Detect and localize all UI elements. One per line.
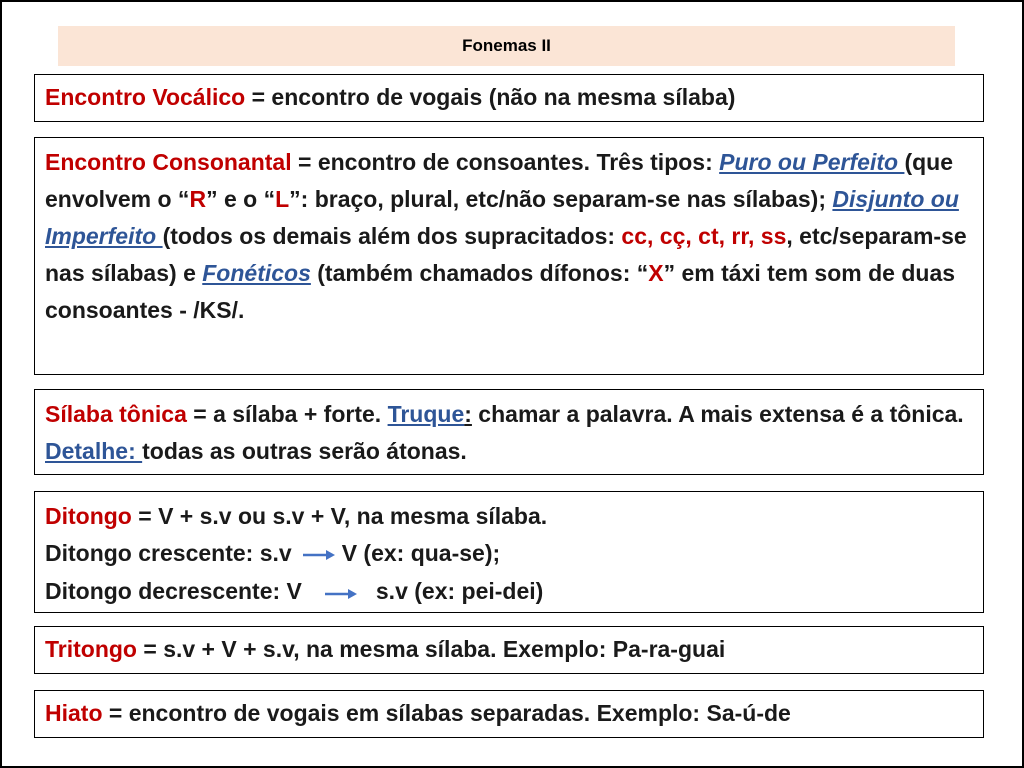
text-segment: ”: braço, plural, etc/não separam-se nas sílabas); [289, 186, 833, 212]
text-segment: todas as outras serão átonas. [142, 438, 467, 464]
ditongo-crescente-line [45, 535, 973, 573]
link-disjunto-imperfeito: Disjunto ou Imperfeito [45, 186, 959, 249]
definition-tritongo: = s.v + V + s.v, na mesma sílaba. Exemplo: Pa-ra-guai [136, 636, 726, 662]
ditongo-definition-line [45, 498, 973, 535]
definition-encontro-vocalico: = encontro de vogais (não na mesma sílaba) [245, 84, 736, 110]
box-encontro-consonantal [34, 137, 984, 375]
definition-hiato: = encontro de vogais em sílabas separadas. Exemplo: Sa-ú-de [102, 700, 791, 726]
arrow-right-icon [324, 575, 358, 612]
text-segment: chamar a palavra. A mais extensa é a tônica. [471, 401, 964, 427]
letter-r: R [189, 186, 207, 212]
text-segment: = V + s.v ou s.v + V, na mesma sílaba. [131, 503, 548, 529]
examples-consonants: cc, cç, ct, rr, ss [621, 223, 787, 249]
text-segment: = encontro de consoantes. Três tipos: [291, 149, 720, 175]
text-segment: s.v (ex: pei-dei) [375, 578, 544, 605]
term-hiato: Hiato [45, 700, 103, 726]
term-encontro-vocalico: Encontro Vocálico [45, 84, 246, 110]
box-encontro-vocalico [34, 74, 984, 122]
term-tritongo: Tritongo [45, 636, 137, 662]
text-segment: ” em táxi tem som de duas consoantes - /KS/. [45, 260, 956, 323]
label-detalhe: Detalhe: [45, 438, 143, 464]
term-ditongo: Ditongo [45, 503, 132, 529]
box-tritongo [34, 626, 984, 674]
letter-x: X [648, 260, 664, 286]
box-silaba-tonica [34, 389, 984, 475]
box-ditongo [34, 491, 984, 613]
link-puro-perfeito: Puro ou Perfeito [719, 149, 905, 175]
text-segment: , etc/separam-se nas sílabas) e [45, 223, 967, 286]
text-segment: : [464, 401, 472, 427]
text-segment: (todos os demais além dos supracitados: [162, 223, 622, 249]
letter-l: L [275, 186, 290, 212]
label-truque: Truque [387, 401, 465, 427]
text-segment: V (ex: qua-se); [341, 540, 501, 566]
slide-title [58, 26, 955, 66]
text-segment: ” e o “ [206, 186, 276, 212]
text-segment: (também chamados dífonos: “ [310, 260, 649, 286]
text-segment: Ditongo decrescente: V [45, 578, 302, 605]
slide [2, 2, 1022, 766]
text-segment: = a sílaba + forte. [186, 401, 388, 427]
text-segment: (que envolvem o “ [45, 149, 953, 212]
text-segment: Ditongo crescente: s.v [45, 540, 292, 566]
box-hiato [34, 690, 984, 738]
term-encontro-consonantal: Encontro Consonantal [45, 149, 292, 175]
slide-title-text: Fonemas II [462, 36, 551, 55]
link-foneticos: Fonéticos [202, 260, 311, 286]
ditongo-decrescente-line [45, 573, 973, 611]
arrow-right-icon [302, 536, 336, 573]
term-silaba-tonica: Sílaba tônica [45, 401, 187, 427]
